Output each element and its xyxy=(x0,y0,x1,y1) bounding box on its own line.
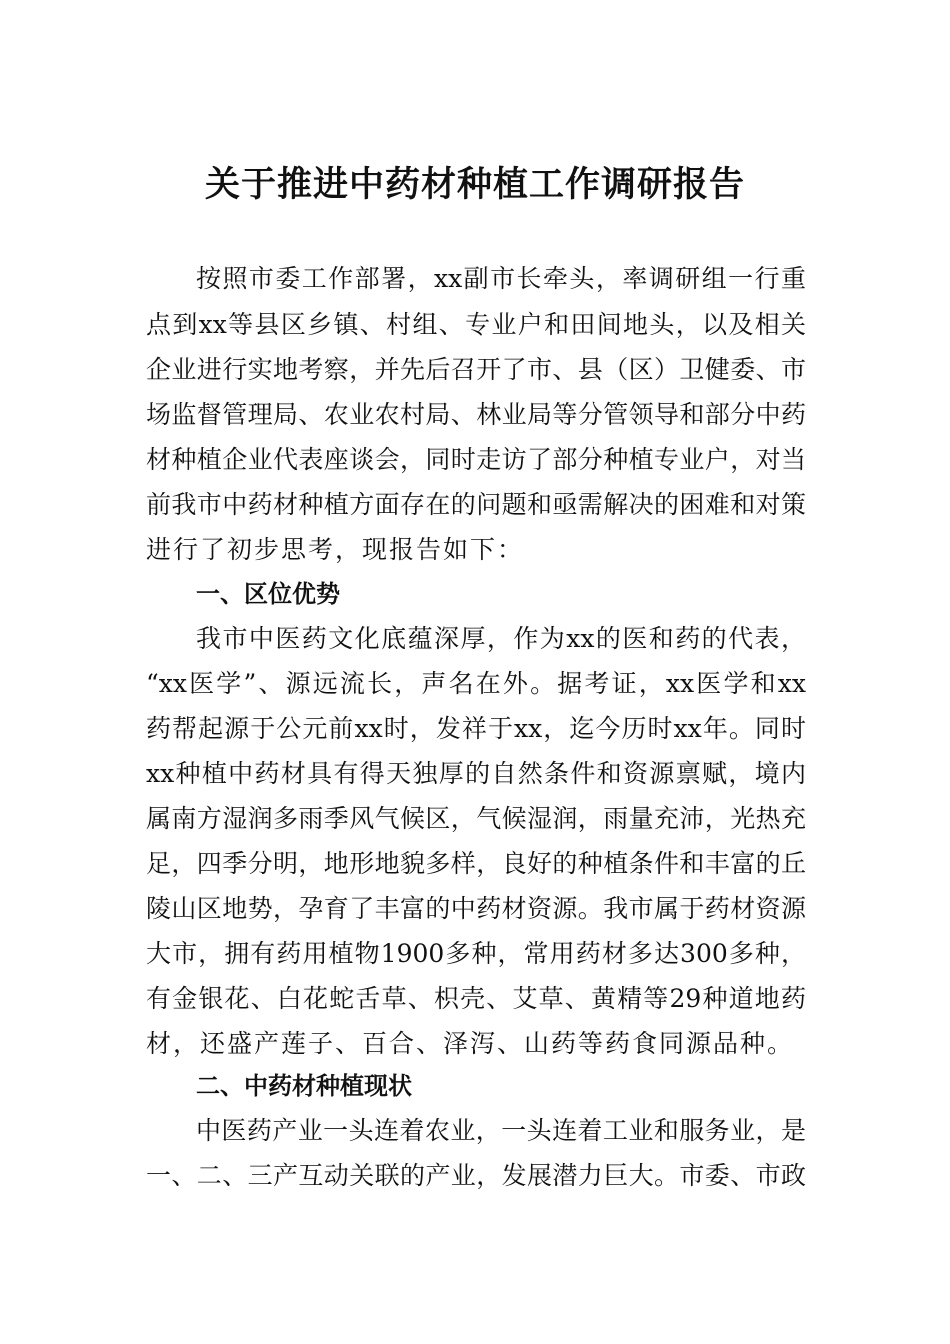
paragraph-line: 企业进行实地考察，并先后召开了市、县（区）卫健委、市 xyxy=(146,355,806,384)
document-title: 关于推进中药材种植工作调研报告 xyxy=(204,164,745,205)
paragraph-line: 中医药产业一头连着农业，一头连着工业和服务业，是 xyxy=(196,1116,806,1145)
paragraph-line: 按照市委工作部署，xx副市长牵头，率调研组一行重 xyxy=(196,264,806,293)
paragraph-line: 有金银花、白花蛇舌草、枳壳、艾草、黄精等29种道地药 xyxy=(146,984,806,1013)
paragraph-line: 材，还盛产莲子、百合、泽泻、山药等药食同源品种。 xyxy=(146,1029,795,1058)
paragraph-line: 一、二、三产互动关联的产业，发展潜力巨大。市委、市政 xyxy=(146,1161,806,1190)
paragraph-line: 属南方湿润多雨季风气候区，气候湿润，雨量充沛，光热充 xyxy=(146,804,806,833)
paragraph-line: 前我市中药材种植方面存在的问题和亟需解决的困难和对策 xyxy=(146,490,806,519)
paragraph-line: “xx医学”、源远流长，声名在外。据考证，xx医学和xx xyxy=(146,669,806,698)
paragraph-line: 足，四季分明，地形地貌多样，良好的种植条件和丰富的丘 xyxy=(146,849,806,878)
paragraph-line: 场监督管理局、农业农村局、林业局等分管领导和部分中药 xyxy=(146,400,806,429)
paragraph-line: 陵山区地势，孕育了丰富的中药材资源。我市属于药材资源 xyxy=(146,894,806,923)
paragraph-line: 材种植企业代表座谈会，同时走访了部分种植专业户，对当 xyxy=(146,445,806,474)
section-heading: 二、中药材种植现状 xyxy=(196,1072,412,1100)
paragraph-line: 进行了初步思考，现报告如下： xyxy=(146,535,525,564)
section-heading: 一、区位优势 xyxy=(196,580,340,608)
paragraph-line: xx种植中药材具有得天独厚的自然条件和资源禀赋，境内 xyxy=(146,759,806,788)
paragraph-line: 药帮起源于公元前xx时，发祥于xx，迄今历时xx年。同时 xyxy=(146,714,806,743)
paragraph-line: 大市，拥有药用植物1900多种，常用药材多达300多种， xyxy=(146,939,806,968)
paragraph-line: 点到xx等县区乡镇、村组、专业户和田间地头，以及相关 xyxy=(146,310,806,339)
paragraph-line: 我市中医药文化底蕴深厚，作为xx的医和药的代表， xyxy=(196,624,806,653)
